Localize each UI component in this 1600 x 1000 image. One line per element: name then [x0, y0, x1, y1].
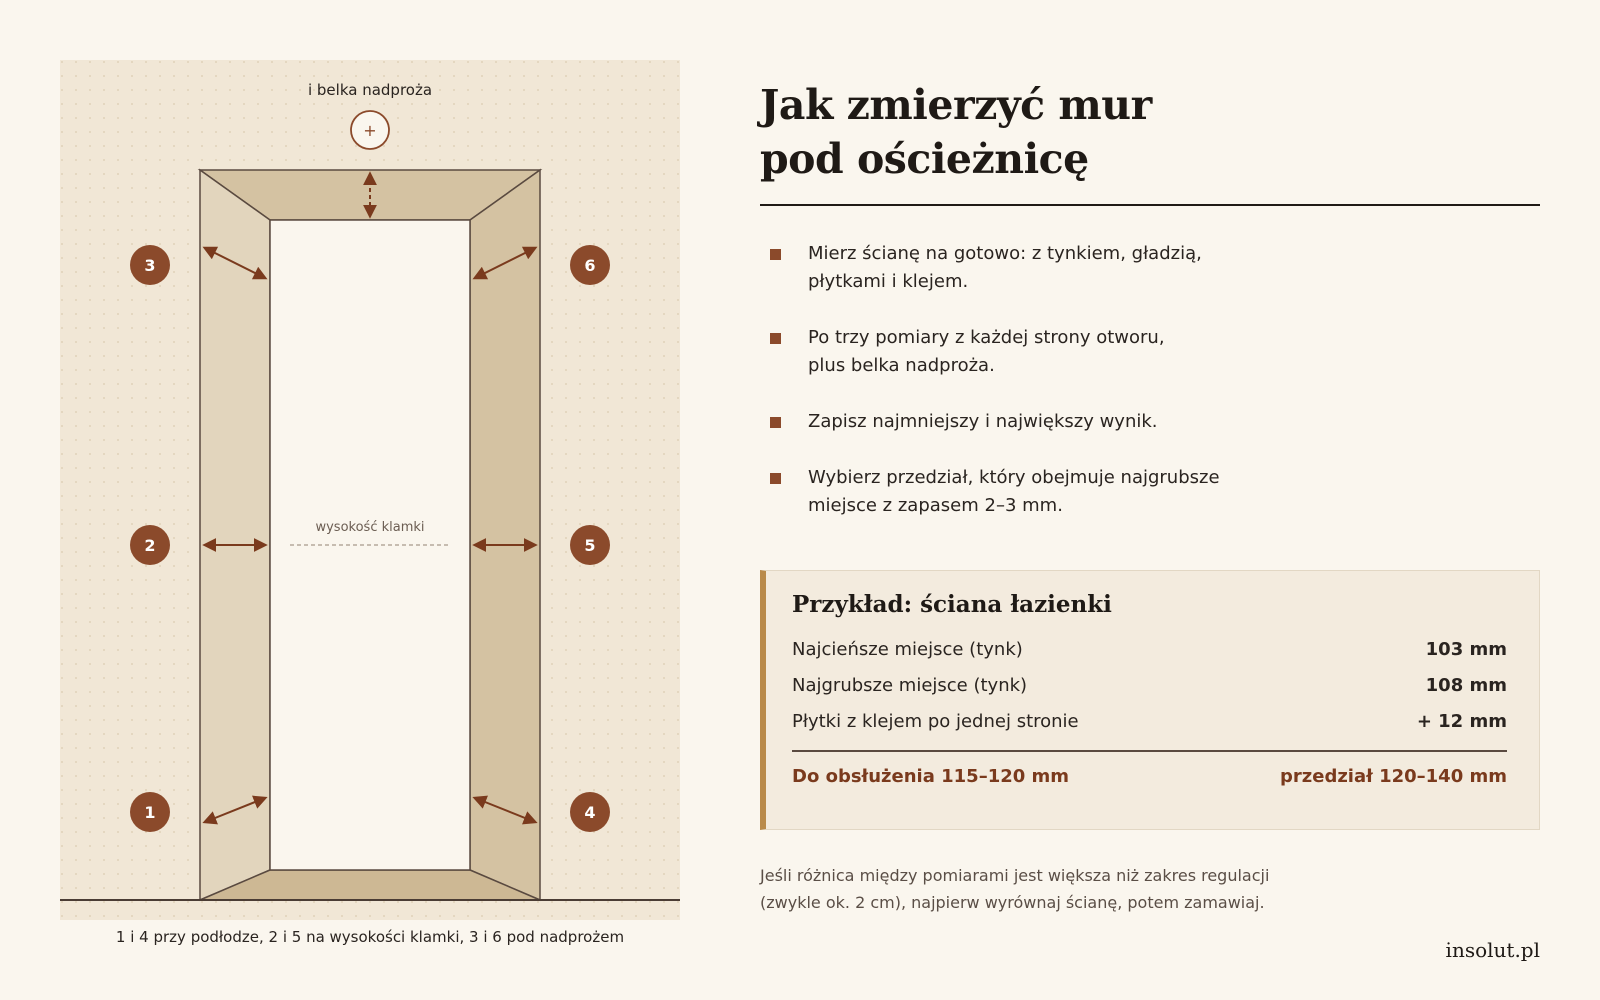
- square-bullet-icon: [770, 249, 781, 260]
- page-title: [760, 78, 1540, 186]
- example-row-label: Najgrubsze miejsce (tynk): [792, 675, 1028, 696]
- marker-4: [570, 792, 610, 832]
- tip-item: [760, 408, 1280, 436]
- footnote: [760, 862, 1320, 916]
- example-title: Przykład: ściana łazienki: [792, 591, 1112, 618]
- example-summary-value: przedział 120–140 mm: [1280, 765, 1507, 787]
- marker-1-label: 1: [144, 803, 156, 822]
- example-row-value: 103 mm: [1425, 639, 1507, 660]
- handle-height-label: wysokość klamki: [315, 520, 425, 535]
- marker-4-label: 4: [584, 803, 596, 822]
- example-row-label: Płytki z klejem po jednej stronie: [792, 711, 1079, 732]
- example-row: [792, 704, 1507, 740]
- instructions-panel: [760, 78, 1540, 548]
- square-bullet-icon: [770, 417, 781, 428]
- marker-3-label: 3: [144, 256, 156, 275]
- example-summary-label: Do obsłużenia 115–120 mm: [792, 765, 1070, 787]
- right-jamb: [470, 170, 540, 900]
- tip-item: [760, 240, 1280, 296]
- tip-2-line-2: plus belka nadproża.: [808, 355, 995, 376]
- plus-icon: +: [363, 121, 377, 140]
- page-title-line-2: pod ościeżnicę: [760, 135, 1089, 183]
- marker-2-label: 2: [144, 536, 156, 555]
- tip-4-line-1: Wybierz przedział, który obejmuje najgrubsze: [808, 467, 1220, 488]
- page-title-line-1: Jak zmierzyć mur: [760, 81, 1152, 129]
- tip-2-line-1: Po trzy pomiary z każdej strony otworu,: [808, 327, 1165, 348]
- square-bullet-icon: [770, 333, 781, 344]
- left-jamb: [200, 170, 270, 900]
- marker-5-label: 5: [584, 536, 596, 555]
- lintel-label: i belka nadproża: [307, 81, 433, 99]
- tip-item: [760, 464, 1280, 520]
- title-divider: [760, 204, 1540, 206]
- tip-item: [760, 324, 1280, 380]
- square-bullet-icon: [770, 473, 781, 484]
- tip-3-line-1: Zapisz najmniejszy i największy wynik.: [808, 411, 1158, 432]
- diagram-svg: [60, 60, 680, 920]
- marker-1: [130, 792, 170, 832]
- tips-list: [760, 240, 1280, 520]
- door-frame-diagram: [60, 60, 680, 920]
- marker-6-label: 6: [584, 256, 596, 275]
- example-row: [792, 632, 1507, 668]
- example-row-value: 108 mm: [1425, 675, 1507, 696]
- marker-5: [570, 525, 610, 565]
- footnote-line-2: (zwykle ok. 2 cm), najpierw wyrównaj ścianę, potem zamawiaj.: [760, 893, 1265, 912]
- diagram-caption: 1 i 4 przy podłodze, 2 i 5 na wysokości klamki, 3 i 6 pod nadprożem: [115, 928, 625, 946]
- example-row-label: Najcieńsze miejsce (tynk): [792, 639, 1023, 660]
- tip-1-line-2: płytkami i klejem.: [808, 271, 969, 292]
- marker-3: [130, 245, 170, 285]
- example-callout: [760, 570, 1540, 830]
- example-divider: [792, 750, 1507, 752]
- example-row: [792, 668, 1507, 704]
- tip-4-line-2: miejsce z zapasem 2–3 mm.: [808, 495, 1063, 516]
- marker-6: [570, 245, 610, 285]
- example-row-value: + 12 mm: [1416, 711, 1507, 732]
- tip-1-line-1: Mierz ścianę na gotowo: z tynkiem, gładzią,: [808, 243, 1202, 264]
- example-summary: [792, 766, 1507, 787]
- footnote-line-1: Jeśli różnica między pomiarami jest większa niż zakres regulacji: [760, 866, 1270, 885]
- marker-2: [130, 525, 170, 565]
- brand-logo-text[interactable]: insolut.pl: [1445, 938, 1540, 962]
